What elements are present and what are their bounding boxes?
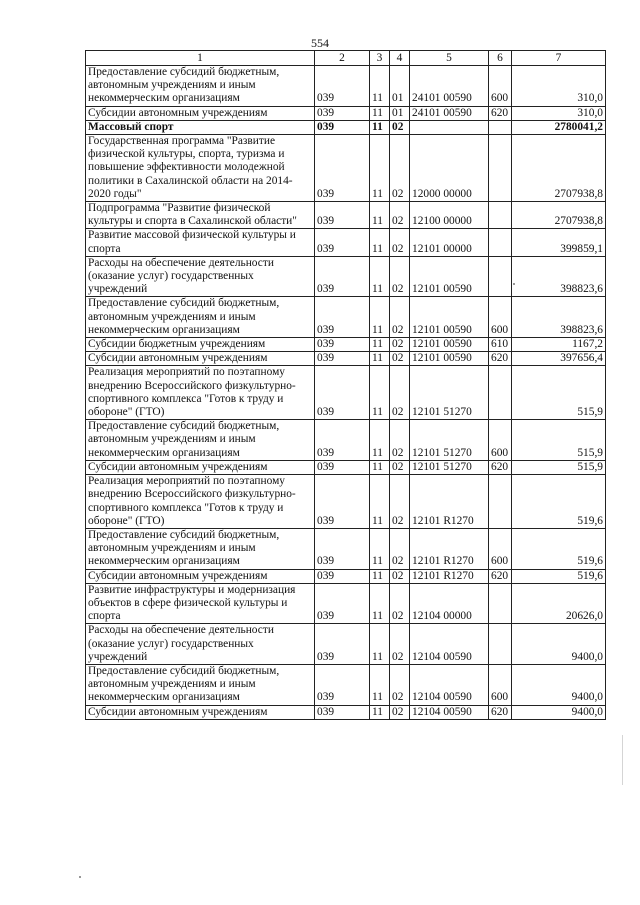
table-row xyxy=(86,569,606,583)
item-name: Субсидии автономным учреждениям xyxy=(86,460,315,474)
expense-type-code: 620 xyxy=(489,705,512,719)
subsection-code: 02 xyxy=(390,135,410,202)
section-code: 11 xyxy=(370,583,390,624)
section-code: 11 xyxy=(370,66,390,107)
expense-type-code xyxy=(489,256,512,297)
amount-value: 20626,0 xyxy=(512,583,606,624)
ministry-code: 039 xyxy=(315,338,370,352)
amount-value: 519,6 xyxy=(512,569,606,583)
item-name: Развитие инфраструктуры и модернизация объектов в сфере физической культуры и спорта xyxy=(86,583,315,624)
column-header: 4 xyxy=(390,51,410,66)
table-row xyxy=(86,229,606,256)
item-name: Субсидии автономным учреждениям xyxy=(86,569,315,583)
subsection-code: 02 xyxy=(390,202,410,229)
item-name: Подпрограмма "Развитие физической культуры и спорта в Сахалинской области" xyxy=(86,202,315,229)
expense-type-code: 600 xyxy=(489,528,512,569)
scan-dot xyxy=(513,283,515,285)
amount-value: 9400,0 xyxy=(512,664,606,705)
ministry-code: 039 xyxy=(315,475,370,529)
ministry-code: 039 xyxy=(315,569,370,583)
table-row xyxy=(86,460,606,474)
expense-type-code xyxy=(489,120,512,134)
amount-value: 515,9 xyxy=(512,420,606,461)
target-article-code: 12101 00590 xyxy=(410,338,489,352)
amount-value: 515,9 xyxy=(512,460,606,474)
subsection-code: 02 xyxy=(390,256,410,297)
amount-value: 310,0 xyxy=(512,66,606,107)
item-name: Расходы на обеспечение деятельности (оказание услуг) государственных учреждений xyxy=(86,624,315,665)
item-name: Субсидии автономным учреждениям xyxy=(86,106,315,120)
target-article-code: 12100 00000 xyxy=(410,202,489,229)
target-article-code xyxy=(410,120,489,134)
section-code: 11 xyxy=(370,420,390,461)
section-code: 11 xyxy=(370,475,390,529)
amount-value: 1167,2 xyxy=(512,338,606,352)
section-code: 11 xyxy=(370,366,390,420)
ministry-code: 039 xyxy=(315,135,370,202)
expense-type-code xyxy=(489,202,512,229)
item-name: Расходы на обеспечение деятельности (оказание услуг) государственных учреждений xyxy=(86,256,315,297)
table-row xyxy=(86,352,606,366)
amount-value: 397656,4 xyxy=(512,352,606,366)
expense-type-code: 600 xyxy=(489,420,512,461)
subsection-code: 01 xyxy=(390,106,410,120)
expense-type-code: 620 xyxy=(489,569,512,583)
target-article-code: 12101 00590 xyxy=(410,297,489,338)
ministry-code: 039 xyxy=(315,705,370,719)
subsection-code: 02 xyxy=(390,583,410,624)
section-code: 11 xyxy=(370,460,390,474)
expense-type-code: 620 xyxy=(489,352,512,366)
section-code: 11 xyxy=(370,229,390,256)
target-article-code: 12101 R1270 xyxy=(410,528,489,569)
ministry-code: 039 xyxy=(315,528,370,569)
target-article-code: 12104 00000 xyxy=(410,583,489,624)
section-code: 11 xyxy=(370,120,390,134)
column-header: 1 xyxy=(86,51,315,66)
subsection-code: 02 xyxy=(390,420,410,461)
subsection-code: 01 xyxy=(390,66,410,107)
section-code: 11 xyxy=(370,256,390,297)
expense-type-code xyxy=(489,366,512,420)
expense-type-code xyxy=(489,583,512,624)
ministry-code: 039 xyxy=(315,229,370,256)
amount-value: 310,0 xyxy=(512,106,606,120)
expense-type-code xyxy=(489,229,512,256)
table-row xyxy=(86,528,606,569)
target-article-code: 12101 51270 xyxy=(410,420,489,461)
table-row xyxy=(86,135,606,202)
subsection-code: 02 xyxy=(390,229,410,256)
ministry-code: 039 xyxy=(315,664,370,705)
page-number: 554 xyxy=(311,36,329,50)
subsection-code: 02 xyxy=(390,528,410,569)
item-name: Предоставление субсидий бюджетным, автономным учреждениям и иным некоммерческим организациям xyxy=(86,297,315,338)
ministry-code: 039 xyxy=(315,297,370,338)
amount-value: 2707938,8 xyxy=(512,202,606,229)
scan-margin-mark xyxy=(622,735,623,785)
section-code: 11 xyxy=(370,202,390,229)
section-code: 11 xyxy=(370,569,390,583)
table-row xyxy=(86,338,606,352)
subsection-code: 02 xyxy=(390,366,410,420)
subsection-code: 02 xyxy=(390,338,410,352)
expense-type-code: 600 xyxy=(489,297,512,338)
target-article-code: 24101 00590 xyxy=(410,106,489,120)
ministry-code: 039 xyxy=(315,460,370,474)
section-code: 11 xyxy=(370,352,390,366)
item-name: Субсидии автономным учреждениям xyxy=(86,705,315,719)
target-article-code: 12101 00590 xyxy=(410,352,489,366)
subsection-code: 02 xyxy=(390,475,410,529)
item-name: Предоставление субсидий бюджетным, автономным учреждениям и иным некоммерческим организациям xyxy=(86,664,315,705)
section-code: 11 xyxy=(370,338,390,352)
target-article-code: 12104 00590 xyxy=(410,664,489,705)
item-name: Государственная программа "Развитие физической культуры, спорта, туризма и повышение эффективности молодежной политики в Сахалинской области на 2014-2020 годы" xyxy=(86,135,315,202)
section-code: 11 xyxy=(370,624,390,665)
ministry-code: 039 xyxy=(315,120,370,134)
header-row xyxy=(86,51,606,66)
table-row xyxy=(86,705,606,719)
item-name: Реализация мероприятий по поэтапному внедрению Всероссийского физкультурно-спортивного комплекса "Готов к труду и обороне" (ГТО) xyxy=(86,475,315,529)
subsection-code: 02 xyxy=(390,664,410,705)
item-name: Предоставление субсидий бюджетным, автономным учреждениям и иным некоммерческим организациям xyxy=(86,420,315,461)
subsection-code: 02 xyxy=(390,352,410,366)
scan-dot xyxy=(79,876,81,878)
column-header: 6 xyxy=(489,51,512,66)
amount-value: 2780041,2 xyxy=(512,120,606,134)
table-row xyxy=(86,297,606,338)
table-row xyxy=(86,624,606,665)
table-row xyxy=(86,120,606,134)
ministry-code: 039 xyxy=(315,352,370,366)
target-article-code: 12101 51270 xyxy=(410,366,489,420)
target-article-code: 12000 00000 xyxy=(410,135,489,202)
amount-value: 398823,6 xyxy=(512,256,606,297)
amount-value: 9400,0 xyxy=(512,624,606,665)
section-code: 11 xyxy=(370,297,390,338)
expense-type-code xyxy=(489,135,512,202)
amount-value: 515,9 xyxy=(512,366,606,420)
expense-type-code: 620 xyxy=(489,460,512,474)
column-header: 3 xyxy=(370,51,390,66)
item-name: Массовый спорт xyxy=(86,120,315,134)
ministry-code: 039 xyxy=(315,106,370,120)
table-row xyxy=(86,583,606,624)
section-code: 11 xyxy=(370,528,390,569)
target-article-code: 24101 00590 xyxy=(410,66,489,107)
table-row xyxy=(86,475,606,529)
table-row xyxy=(86,66,606,107)
table-row xyxy=(86,202,606,229)
table-row xyxy=(86,664,606,705)
table-body xyxy=(86,66,606,720)
expense-type-code xyxy=(489,624,512,665)
ministry-code: 039 xyxy=(315,583,370,624)
item-name: Развитие массовой физической культуры и спорта xyxy=(86,229,315,256)
target-article-code: 12104 00590 xyxy=(410,624,489,665)
target-article-code: 12101 R1270 xyxy=(410,569,489,583)
column-header: 5 xyxy=(410,51,489,66)
ministry-code: 039 xyxy=(315,202,370,229)
section-code: 11 xyxy=(370,664,390,705)
subsection-code: 02 xyxy=(390,624,410,665)
subsection-code: 02 xyxy=(390,120,410,134)
item-name: Субсидии автономным учреждениям xyxy=(86,352,315,366)
target-article-code: 12101 00000 xyxy=(410,229,489,256)
amount-value: 399859,1 xyxy=(512,229,606,256)
amount-value: 519,6 xyxy=(512,528,606,569)
subsection-code: 02 xyxy=(390,569,410,583)
ministry-code: 039 xyxy=(315,66,370,107)
expense-type-code: 610 xyxy=(489,338,512,352)
target-article-code: 12101 51270 xyxy=(410,460,489,474)
ministry-code: 039 xyxy=(315,624,370,665)
ministry-code: 039 xyxy=(315,366,370,420)
amount-value: 9400,0 xyxy=(512,705,606,719)
subsection-code: 02 xyxy=(390,460,410,474)
amount-value: 398823,6 xyxy=(512,297,606,338)
target-article-code: 12101 00590 xyxy=(410,256,489,297)
amount-value: 2707938,8 xyxy=(512,135,606,202)
expense-type-code: 600 xyxy=(489,66,512,107)
amount-value: 519,6 xyxy=(512,475,606,529)
ministry-code: 039 xyxy=(315,256,370,297)
section-code: 11 xyxy=(370,135,390,202)
item-name: Субсидии бюджетным учреждениям xyxy=(86,338,315,352)
table-row xyxy=(86,256,606,297)
table-row xyxy=(86,106,606,120)
expense-type-code: 600 xyxy=(489,664,512,705)
section-code: 11 xyxy=(370,705,390,719)
subsection-code: 02 xyxy=(390,705,410,719)
expense-type-code: 620 xyxy=(489,106,512,120)
ministry-code: 039 xyxy=(315,420,370,461)
section-code: 11 xyxy=(370,106,390,120)
item-name: Предоставление субсидий бюджетным, автономным учреждениям и иным некоммерческим организациям xyxy=(86,66,315,107)
table-row xyxy=(86,420,606,461)
table-row xyxy=(86,366,606,420)
target-article-code: 12101 R1270 xyxy=(410,475,489,529)
item-name: Реализация мероприятий по поэтапному внедрению Всероссийского физкультурно-спортивного комплекса "Готов к труду и обороне" (ГТО) xyxy=(86,366,315,420)
expense-type-code xyxy=(489,475,512,529)
budget-table xyxy=(85,50,606,720)
column-header: 2 xyxy=(315,51,370,66)
subsection-code: 02 xyxy=(390,297,410,338)
item-name: Предоставление субсидий бюджетным, автономным учреждениям и иным некоммерческим организациям xyxy=(86,528,315,569)
column-header: 7 xyxy=(512,51,606,66)
target-article-code: 12104 00590 xyxy=(410,705,489,719)
